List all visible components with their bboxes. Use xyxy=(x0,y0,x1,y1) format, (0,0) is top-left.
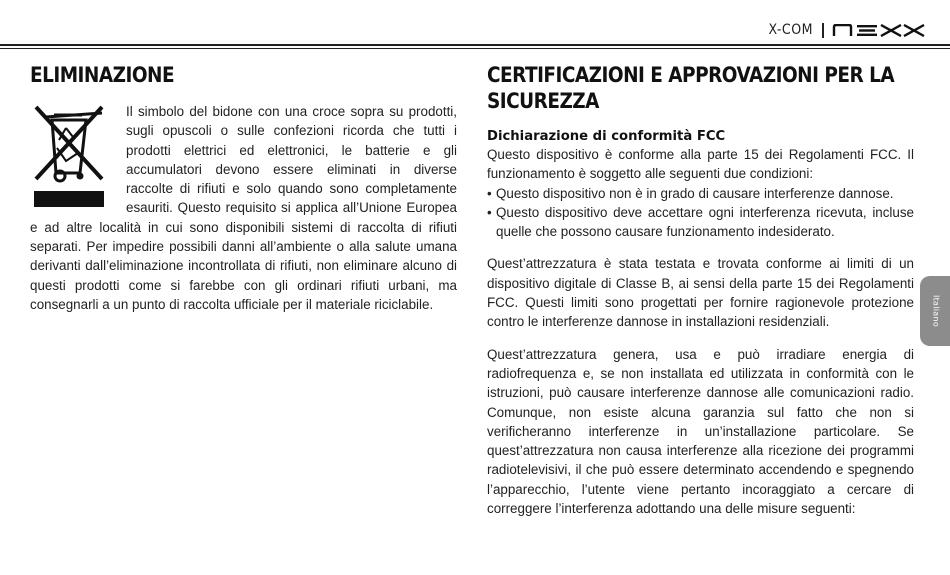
language-tab-label: Italiano xyxy=(931,294,941,328)
language-tab[interactable] xyxy=(920,276,950,346)
page-header xyxy=(0,0,950,46)
header-separator xyxy=(822,23,824,38)
disposal-text: Il simbolo del bidone con una croce sopra su prodotti, sugli opuscoli o sulle confezioni ricorda che tutti i prodotti elettrici ed elettronici, le batterie e gli accumulatori devono essere eliminati in diverse raccolte di rifiuti e solo quando sono completamente esauriti. Questo requisito si applica all’Unione Europea e ad altre località in cui sono disponibili sistemi di raccolta di rifiuti separati. Per impedire possibili danni all’ambiente o alla salute umana derivanti dall’eliminazione incontrollata di rifiuti, non eliminare alcuno di questi prodotti come si farebbe con gli ordinari rifiuti urbani, ma consegnarli a un punto di raccolta ufficiale per il materiale riciclabile. xyxy=(30,104,457,312)
list-item: • Questo dispositivo non è in grado di causare interferenze dannose. xyxy=(487,184,914,203)
nexx-logo xyxy=(832,24,926,37)
conditions-list xyxy=(487,184,914,242)
fcc-subtitle: Dichiarazione di conformità FCC xyxy=(487,129,726,144)
crossed-bin-icon xyxy=(30,103,108,211)
disposal-title: ELIMINAZIONE xyxy=(30,63,175,87)
class-b-paragraph: Quest’attrezzatura è stata testata e trovata conforme ai limiti di un dispositivo digitale di Classe B, ai sensi della parte 15 dei Regolamenti FCC. Questi limiti sono progettati per fornire ragionevole protezione contro le interferenze dannose in installazioni residenziali. xyxy=(487,256,914,330)
fcc-intro: Questo dispositivo è conforme alla parte 15 dei Regolamenti FCC. Il funzionamento è soggetto alle seguenti due condizioni: xyxy=(487,147,914,182)
list-item: • Questo dispositivo deve accettare ogni interferenza ricevuta, incluse quelle che possono causare funzionamento indesiderato. xyxy=(487,203,914,242)
certification-title: CERTIFICAZIONI E APPROVAZIONI PER LA SICUREZZA xyxy=(487,63,895,113)
header-rule-thin xyxy=(0,48,950,49)
certification-section xyxy=(487,62,914,518)
header-rule xyxy=(0,44,950,46)
brand-text: X-COM xyxy=(768,22,813,38)
disposal-section xyxy=(30,62,457,314)
interference-paragraph: Quest’attrezzatura genera, usa e può irradiare energia di radiofrequenza e, se non installata ed utilizzata in conformità con le istruzioni, può causare interferenze dannose alle comunicazioni radio. Comunque, non esiste alcuna garanzia sul fatto che non si verificheranno interferenze in un’installazione particolare. Se quest’attrezzatura non causa interferenze alla ricezione dei programmi radiotelevisivi, il che può essere determinato accendendo e spegnendo l’apparecchio, l’utente viene pertanto incoraggiato a cercare di correggere l’interferenza adottando una delle misure seguenti: xyxy=(487,346,914,517)
